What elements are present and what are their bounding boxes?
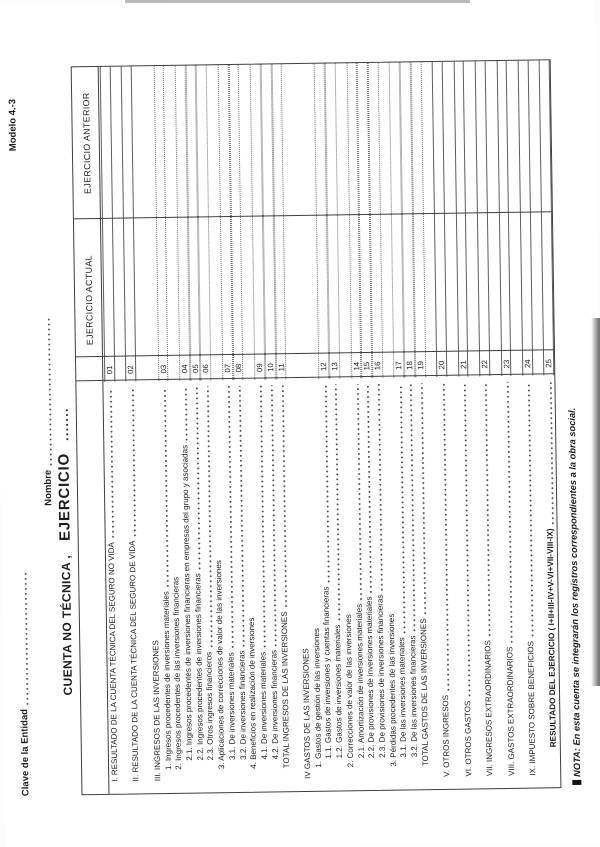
row-code — [211, 356, 222, 380]
row-label: 2. Correcciones de valor de las inversiones — [343, 614, 355, 768]
row-code: 18 — [405, 361, 415, 370]
row-code — [147, 357, 158, 381]
row-code: 14 — [351, 361, 361, 371]
row-label: V. OTROS INGRESOS — [441, 694, 452, 777]
footer-note — [567, 408, 583, 785]
row-label: 2.3. De provisiones de inversiones financieras — [375, 594, 387, 758]
row-label: 2.2. De provisiones de inversiones materiales — [364, 596, 377, 759]
row-label: 1.2. Gastos de inversiones materiales — [333, 624, 345, 759]
row-code: 09 — [255, 363, 265, 373]
row-code: 16 — [373, 361, 383, 371]
row-code: 07 — [223, 363, 233, 373]
row-label: 2.3. Otros ingresos financieros — [204, 651, 216, 761]
footer-note-label: NOTA: — [571, 748, 583, 777]
row-code: 12 — [319, 362, 329, 372]
row-code: 10 — [265, 363, 276, 372]
dotted-leader — [195, 387, 201, 570]
row-label: 4.2. De inversiones financieras — [269, 649, 280, 760]
row-code: 11 — [276, 363, 286, 372]
row-code — [426, 353, 437, 377]
row-code: 23 — [501, 359, 511, 369]
row-label: 4.1. De inversiones materiales — [258, 651, 270, 760]
row-label: VIII. GASTOS EXTRAORDINARIOS — [504, 646, 516, 776]
column-header-ejercicio-anterior: EJERCICIO ANTERIOR — [80, 92, 93, 194]
row-code: 13 — [330, 362, 340, 371]
row-code: 01 — [105, 365, 115, 375]
table-body — [100, 60, 561, 794]
row-code — [468, 352, 479, 376]
row-code: 20 — [437, 360, 447, 370]
row-code — [286, 355, 297, 379]
row-code — [243, 356, 254, 380]
row-code: 08 — [233, 363, 243, 373]
row-label: 2.2. Ingresos procedentes de inversiones financieras — [192, 573, 205, 761]
row-label: VII. INGRESOS EXTRAORDINARIOS — [483, 640, 495, 777]
row-label: 3.1. De inversiones materiales — [226, 652, 237, 761]
row-label: II. RESULTADO DE LA CUENTA TÉCNICA DEL SEGURO DE VIDA — [128, 540, 141, 782]
row-code — [297, 355, 308, 379]
row-label: RESULTADO DEL EJERCICIO ( I+II+III-IV+V-VI+VII-VIII-IX) — [546, 528, 559, 748]
clave-entidad-blank-line — [24, 571, 29, 705]
row-label: 1.1. Gastos de inversiones y cuentas financieras — [321, 586, 334, 759]
dotted-leader — [549, 381, 554, 524]
row-code — [136, 357, 147, 381]
row-label: 1. Ingresos procedentes de inversiones materiales — [161, 591, 173, 771]
row-code: 02 — [126, 365, 136, 375]
amount-cell-actual — [542, 213, 553, 351]
row-label: 1. Gastos de gestión de las inversiones — [311, 628, 323, 768]
row-label: 4. Beneficios en realización de inversiones — [247, 617, 259, 769]
row-label: I. RESULTADO DE LA CUENTA TÉCNICA DEL SEGURO NO VIDA — [106, 542, 120, 782]
nombre-blank-line — [47, 318, 52, 466]
row-code: 17 — [394, 361, 404, 371]
row-label: VI. OTROS GASTOS — [462, 700, 473, 777]
row-label: IV GASTOS DE LAS INVERSIONES — [301, 648, 313, 779]
row-label: IX. IMPUESTO SOBRE BENEFICIOS — [526, 640, 538, 776]
account-table — [71, 59, 562, 795]
row-label: 3.2. De inversiones financieras — [236, 650, 248, 760]
row-label: 3.1. De las inversiones materiales — [397, 637, 409, 758]
nombre-field — [40, 286, 54, 506]
form-title — [55, 407, 77, 696]
scan-edge-artifact — [591, 318, 600, 686]
scan-edge-artifact — [125, 0, 470, 3]
row-code — [490, 352, 501, 376]
row-code — [533, 352, 544, 376]
clave-entidad-field — [17, 558, 32, 796]
ink-mark — [572, 780, 581, 785]
form-title-account: CUENTA NO TÉCNICA , — [58, 554, 76, 696]
row-code — [308, 355, 319, 379]
row-code: 05 — [190, 364, 200, 374]
row-label: 2.1. Ingresos procedentes de inversiones financieras en empresas del grupo y asociadas — [180, 444, 195, 761]
row-code — [383, 354, 394, 378]
amount-cell-anterior — [540, 60, 551, 213]
dotted-leader — [185, 387, 189, 441]
row-label: 3.2. De las inversiones financieras — [408, 635, 420, 758]
form-title-dots: ....... — [56, 406, 72, 442]
modelo-label: Modelo 4.-3 — [7, 98, 19, 152]
row-code: 19 — [415, 360, 426, 370]
row-label: 2.1. Amortización de inversiones materiales — [354, 603, 366, 759]
row-label: TOTAL INGRESOS DE LAS INVERSIONES — [279, 611, 291, 769]
row-code: 25 — [544, 358, 554, 368]
row-code — [511, 352, 522, 376]
row-code: 22 — [480, 359, 490, 369]
dotted-leader — [110, 388, 115, 538]
row-code — [168, 357, 179, 381]
row-label: 3. Aplicaciones de correcciones de valor de las inversiones — [214, 560, 227, 770]
row-code: 06 — [201, 364, 211, 373]
row-label: 3. Pérdidas procedentes de las inversiones — [386, 613, 398, 767]
column-header-ejercicio-actual: EJERCICIO ACTUAL — [82, 255, 95, 346]
footer-note-text: En esta cuenta se integrarán los registros correspondientes a la obra social. — [566, 407, 582, 746]
dotted-leader — [131, 388, 136, 537]
row-code — [115, 358, 126, 382]
row-code: 04 — [180, 364, 190, 374]
clave-entidad-label: Clave de la Entidad — [19, 708, 32, 797]
row-label: TOTAL GASTOS DE LAS INVERSIONES — [418, 618, 430, 767]
row-label: 2. Ingresos procedentes de las inversiones financieras — [171, 576, 184, 770]
row-code: 24 — [523, 359, 533, 369]
row-code: 15 — [362, 361, 372, 371]
row-label: III. INGRESOS DE LAS INVERSIONES — [151, 640, 163, 782]
row-code: 03 — [158, 364, 168, 374]
row-code — [447, 353, 458, 377]
row-code — [340, 354, 351, 378]
row-code: 21 — [458, 360, 468, 370]
nombre-label: Nombre — [42, 469, 55, 506]
form-title-ejercicio: EJERCICIO — [55, 452, 74, 542]
